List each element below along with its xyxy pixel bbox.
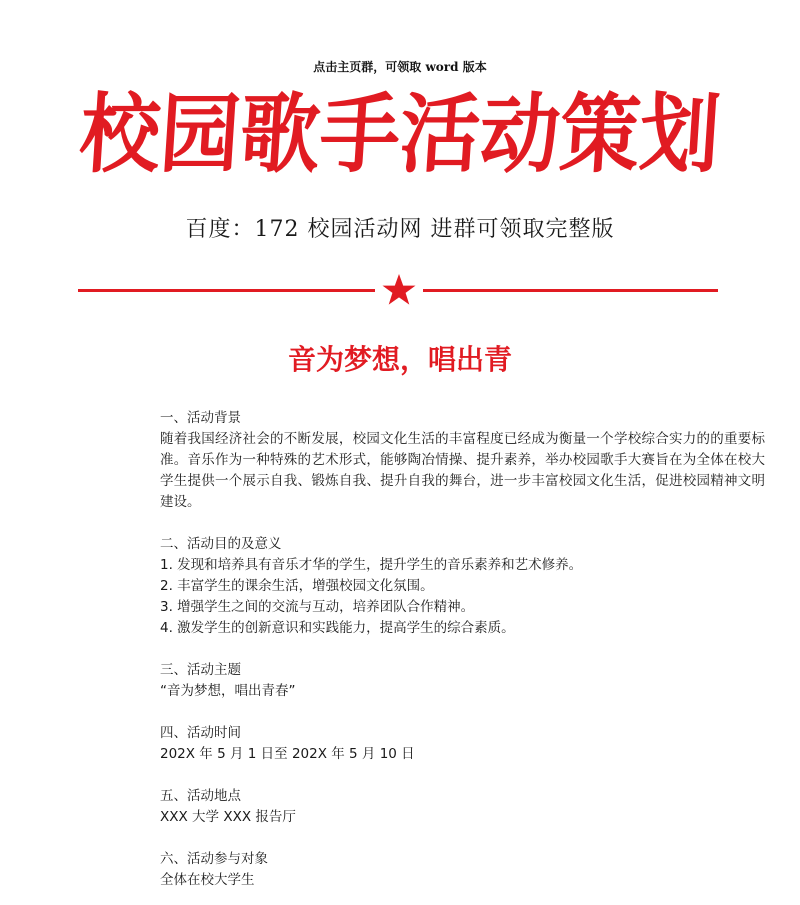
list-item: 2. 丰富学生的课余生活，增强校园文化氛围。 bbox=[160, 578, 434, 594]
section-location bbox=[160, 786, 765, 828]
section-purpose bbox=[160, 534, 765, 639]
subtitle: 百度：172 校园活动网 进群可领取完整版 bbox=[185, 217, 615, 242]
location-text: XXX 大学 XXX 报告厅 bbox=[160, 809, 296, 825]
main-title: 校园歌手活动策划 bbox=[76, 84, 724, 185]
section-heading: 二、活动目的及意义 bbox=[160, 536, 282, 552]
section-theme bbox=[160, 660, 765, 702]
document-body bbox=[160, 408, 765, 891]
paragraph: 随着我国经济社会的不断发展，校园文化生活的丰富程度已经成为衡量一个学校综合实力的的重要标准。音乐作为一种特殊的艺术形式，能够陶冶情操、提升素养，举办校园歌手大赛旨在为全体在校大学生提供一个展示自我、锻炼自我、提升自我的舞台，进一步丰富校园文化生活，促进校园精神文明建设。 bbox=[160, 431, 765, 510]
list-item: 3. 增强学生之间的交流与互动，培养团队合作精神。 bbox=[160, 599, 475, 615]
slogan: 音为梦想，唱出青 bbox=[287, 343, 512, 376]
time-text: 202X 年 5 月 1 日至 202X 年 5 月 10 日 bbox=[160, 746, 415, 762]
list-item: 1. 发现和培养具有音乐才华的学生，提升学生的音乐素养和艺术修养。 bbox=[160, 557, 583, 573]
section-heading: 四、活动时间 bbox=[160, 725, 241, 741]
title-divider bbox=[78, 272, 718, 308]
divider-line-left bbox=[78, 289, 375, 292]
section-heading: 五、活动地点 bbox=[160, 788, 241, 804]
theme-text: “音为梦想，唱出青春” bbox=[160, 683, 296, 699]
section-time bbox=[160, 723, 765, 765]
section-background bbox=[160, 408, 765, 513]
top-note: 点击主页群，可领取 word 版本 bbox=[313, 60, 487, 74]
section-heading: 三、活动主题 bbox=[160, 662, 241, 678]
section-participants bbox=[160, 849, 765, 891]
section-heading: 一、活动背景 bbox=[160, 410, 241, 426]
star-icon bbox=[381, 272, 417, 308]
section-heading: 六、活动参与对象 bbox=[160, 851, 268, 867]
list-item: 4. 激发学生的创新意识和实践能力，提高学生的综合素质。 bbox=[160, 620, 515, 636]
participants-text: 全体在校大学生 bbox=[160, 872, 255, 888]
divider-line-right bbox=[423, 289, 718, 292]
